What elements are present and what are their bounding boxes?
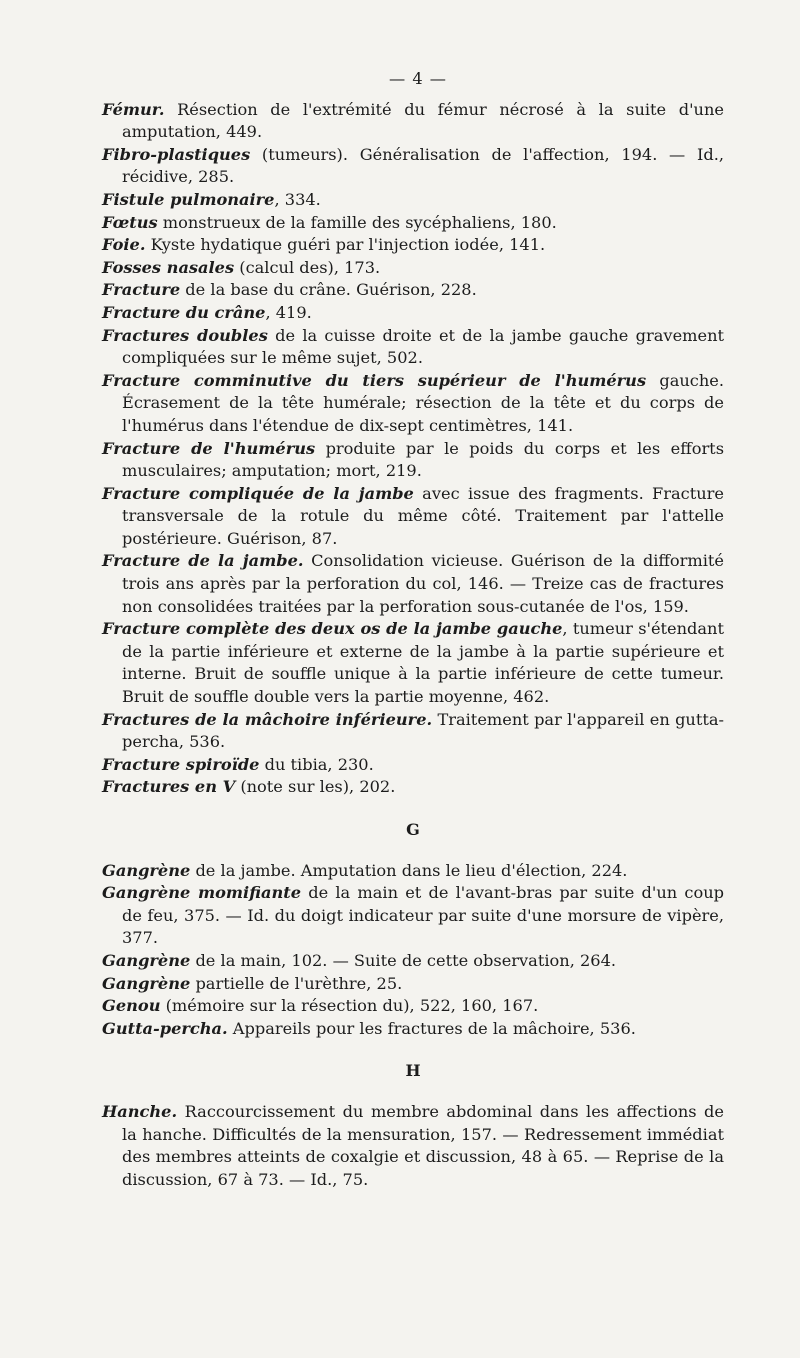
entry-term: Gangrène (102, 973, 191, 993)
entry-term: Fracture (102, 280, 181, 300)
index-entry (102, 234, 724, 257)
entry-text: gauche. Écrasement de la tête humérale; résection de la tête et du corps de l'humérus dans l'étendue de dix-sept centimètres, 141. (122, 370, 724, 435)
index-entry (102, 212, 724, 235)
entry-text: produite par le poids du corps et les efforts musculaires; amputation; mort, 219. (122, 438, 724, 481)
index-entry (102, 1018, 724, 1041)
entry-text: (note sur les), 202. (235, 777, 396, 797)
index-entry (102, 144, 724, 189)
entry-term: Fracture de l'humérus (102, 438, 316, 458)
entry-text: , 334. (274, 189, 321, 209)
index-entry (102, 325, 724, 370)
entry-text: (calcul des), 173. (234, 257, 381, 277)
entry-term: Fractures en V (102, 777, 236, 797)
entry-term: Fibro-plastiques (102, 144, 251, 164)
entry-term: Gangrène momifiante (102, 883, 301, 903)
index-entry (102, 302, 724, 325)
entry-term: Fracture spiroïde (102, 754, 260, 774)
index-entry (102, 279, 724, 302)
index-entry (102, 257, 724, 280)
index-page (102, 68, 724, 1191)
entry-term: Fœtus (102, 212, 158, 232)
section-letter-h: H (405, 1061, 421, 1081)
entry-text: avec issue des fragments. Fracture transversale de la rotule du même côté. Traitement par l'attelle postérieure. Guérison, 87. (122, 483, 724, 548)
entry-term: Fosses nasales (102, 257, 235, 277)
entry-term: Fracture de la jambe. (102, 551, 304, 571)
index-entry (102, 973, 724, 996)
index-entry (102, 483, 724, 551)
entry-text: Résection de l'extrémité du fémur nécrosé à la suite d'une amputation, 449. (122, 99, 724, 142)
entry-text: partielle de l'urèthre, 25. (190, 973, 403, 993)
entry-text: , 419. (265, 302, 312, 322)
entry-text: de la jambe. Amputation dans le lieu d'élection, 224. (190, 860, 628, 880)
index-entry (102, 618, 724, 708)
index-entry (102, 754, 724, 777)
index-entry (102, 1101, 724, 1191)
entry-text: (mémoire sur la résection du), 522, 160, 167. (160, 996, 539, 1016)
entry-term: Fracture comminutive du tiers supérieur de l'humérus (102, 370, 647, 390)
entry-text: Traitement par l'appareil en gutta-percha, 536. (122, 709, 724, 752)
index-entry (102, 995, 724, 1018)
entry-text: de la main et de l'avant-bras par suite d'un coup de feu, 375. — Id. du doigt indicateur par suite d'une morsure de vipère, 377. (122, 883, 724, 948)
entry-term: Fistule pulmonaire (102, 189, 275, 209)
entry-term: Genou (102, 996, 161, 1016)
index-entry (102, 950, 724, 973)
entry-text: de la cuisse droite et de la jambe gauche gravement compliquées sur le même sujet, 502. (122, 325, 725, 368)
entry-text: , tumeur s'étendant de la partie inférieure et externe de la jambe à la partie supérieure et interne. Bruit de souffle unique à la partie inférieure de cette tumeur. Bruit de souffle double vers la partie moyenne, 462. (122, 619, 724, 707)
entry-text: Raccourcissement du membre abdominal dans les affections de la hanche. Difficultés de la mensuration, 157. — Redressement immédiat des membres atteints de coxalgie et discussion, 48 à 65. — Reprise de la discussion, 67 à 73. — Id., 75. (122, 1101, 724, 1189)
index-entry (102, 189, 724, 212)
entry-term: Fracture du crâne (102, 302, 266, 322)
entry-text: Kyste hydatique guéri par l'injection iodée, 141. (145, 235, 546, 255)
entry-text: (tumeurs). Généralisation de l'affection, 194. — Id., récidive, 285. (122, 144, 724, 187)
entry-text: du tibia, 230. (259, 754, 374, 774)
index-content (102, 99, 724, 1192)
entry-term: Fémur. (102, 99, 165, 119)
entry-term: Gutta-percha. (102, 1018, 228, 1038)
entry-text: de la main, 102. — Suite de cette observation, 264. (190, 950, 617, 970)
index-entry (102, 438, 724, 483)
entry-term: Foie. (102, 235, 146, 255)
page-number: — 4 — (389, 69, 447, 88)
index-entry (102, 550, 724, 618)
entry-text: Consolidation vicieuse. Guérison de la difformité trois ans après par la perforation du col, 146. — Treize cas de fractures non consolidées traitées par la perforation sous-cutanée de l'os, 159. (122, 551, 724, 616)
entry-term: Hanche. (102, 1101, 178, 1121)
section-letter-g: G (406, 820, 420, 839)
index-entry (102, 99, 724, 144)
entry-term: Fracture complète des deux os de la jambe gauche (102, 619, 563, 639)
index-entry (102, 776, 724, 799)
entry-text: monstrueux de la famille des sycéphaliens, 180. (157, 212, 557, 232)
index-entry (102, 882, 724, 950)
entry-term: Fractures de la mâchoire inférieure. (102, 709, 433, 729)
index-entry (102, 370, 724, 438)
entry-text: Appareils pour les fractures de la mâchoire, 536. (227, 1018, 636, 1038)
entry-term: Fractures doubles (102, 325, 268, 345)
entry-term: Gangrène (102, 860, 191, 880)
entry-term: Fracture compliquée de la jambe (102, 483, 414, 503)
entry-text: de la base du crâne. Guérison, 228. (180, 280, 477, 300)
index-entry (102, 860, 724, 883)
entry-term: Gangrène (102, 950, 191, 970)
index-entry (102, 709, 724, 754)
